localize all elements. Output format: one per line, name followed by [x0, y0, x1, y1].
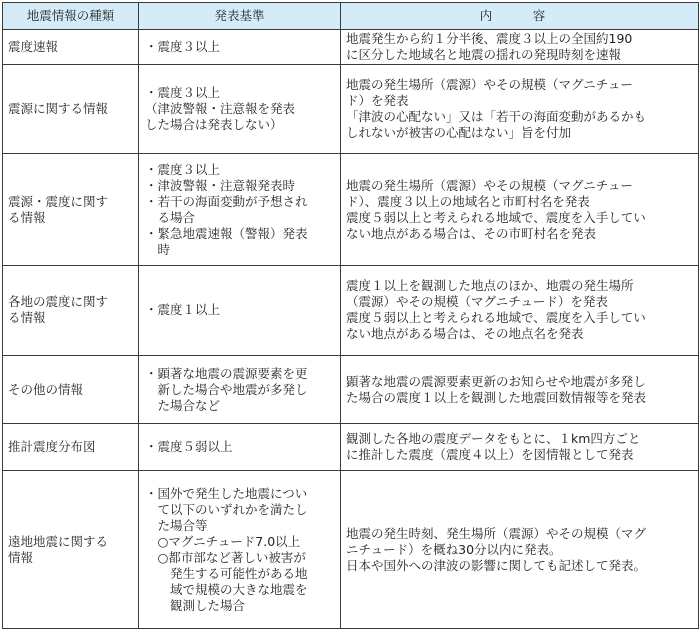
cell-kind-line: 推計震度分布図 — [8, 439, 96, 455]
cell-criteria-line: ・震度３以上 — [145, 85, 221, 101]
cell-criteria-line: た場合等 — [145, 517, 208, 533]
cell-criteria — [139, 65, 341, 154]
cell-criteria-line: ・震度３以上 — [145, 39, 221, 55]
cell-criteria-line: 域で規模の大きな地震を — [145, 581, 308, 597]
cell-kind-line: 情報 — [8, 549, 34, 565]
cell-criteria-line: ○マグニチュード7.0以上 — [145, 533, 301, 549]
cell-content — [341, 65, 699, 154]
cell-criteria — [139, 424, 341, 471]
cell-criteria-line: ・緊急地震速報（警報）発表 — [145, 225, 308, 241]
cell-content-line: ニチュード）を概ね30分以内に発表。 — [346, 541, 562, 557]
cell-criteria-line: 時 — [145, 241, 171, 257]
earthquake-info-table — [2, 2, 699, 629]
table-row — [3, 154, 699, 265]
cell-content-line: 日本や国外への津波の影響に関しても記述して発表。 — [346, 557, 647, 573]
cell-content-line: 観測した各地の震度データをもとに、１km四方ごと — [346, 431, 641, 447]
cell-kind — [3, 471, 139, 629]
cell-criteria-line: ・津波警報・注意報発表時 — [145, 177, 296, 193]
table-row — [3, 265, 699, 355]
table-header-row — [3, 3, 699, 30]
cell-kind-line: 震度速報 — [8, 39, 59, 55]
cell-criteria-line: ・震度１以上 — [145, 302, 221, 318]
cell-content — [341, 154, 699, 265]
cell-content-line: た場合の震度１以上を観測した地震回数情報等を発表 — [346, 389, 647, 405]
cell-criteria — [139, 30, 341, 65]
header-kind: 地震情報の種類 — [3, 3, 139, 30]
cell-content-line: しれないが被害の心配はない」旨を付加 — [346, 125, 572, 141]
cell-criteria-line: ・震度５弱以上 — [145, 439, 233, 455]
table-row — [3, 30, 699, 65]
cell-criteria-line: 新した場合や地震が多発し — [145, 381, 308, 397]
cell-kind-line: その他の情報 — [8, 381, 84, 397]
cell-criteria — [139, 154, 341, 265]
cell-content-line: （震源）やその規模（マグニチュード）を発表 — [346, 294, 608, 310]
cell-content-line: 「津波の心配ない」又は「若干の海面変動があるかも — [346, 109, 647, 125]
cell-criteria-line: 観測した場合 — [145, 597, 246, 613]
cell-kind-line: る情報 — [8, 310, 46, 326]
cell-kind-line: 震源・震度に関す — [8, 193, 109, 209]
cell-criteria — [139, 471, 341, 629]
cell-criteria — [139, 265, 341, 355]
cell-criteria-line: た場合など — [145, 397, 221, 413]
cell-content-line: 地震の発生場所（震源）やその規模（マグニチュー — [346, 177, 633, 193]
cell-content-line: 地震の発生場所（震源）やその規模（マグニチュー — [346, 77, 633, 93]
cell-kind — [3, 30, 139, 65]
cell-content-line: 震度１以上を観測した地点のほか、地震の発生場所 — [346, 278, 634, 294]
cell-kind — [3, 424, 139, 471]
cell-content — [341, 424, 699, 471]
cell-kind-line: 遠地地震に関する — [8, 533, 109, 549]
cell-content — [341, 471, 699, 629]
cell-content — [341, 355, 699, 424]
cell-kind-line: 震源に関する情報 — [8, 101, 109, 117]
cell-content-line: 地震の発生時刻、発生場所（震源）やその規模（マグ — [346, 525, 647, 541]
cell-content-line: 震度５弱以上と考えられる地域で、震度を入手してい — [346, 310, 646, 326]
cell-kind-line: 各地の震度に関す — [8, 294, 109, 310]
cell-criteria-line: ・顕著な地震の震源要素を更 — [145, 365, 308, 381]
cell-content-line: ない地点がある場合は、その地点名を発表 — [346, 326, 584, 342]
cell-criteria — [139, 355, 341, 424]
cell-content-line: に区分した地域名と地震の揺れの発現時刻を速報 — [346, 47, 622, 63]
cell-criteria-line: る場合 — [145, 209, 196, 225]
cell-content-line: 震度５弱以上と考えられる地域で、震度を入手してい — [346, 209, 646, 225]
cell-criteria-line: した場合は発表しない） — [145, 117, 283, 133]
cell-content-line: 地震発生から約１分半後、震度３以上の全国約190 — [346, 31, 633, 47]
cell-criteria-line: ・震度３以上 — [145, 161, 221, 177]
cell-kind-line: る情報 — [8, 209, 46, 225]
cell-criteria-line: （津波警報・注意報を発表 — [145, 101, 296, 117]
cell-content-line: に推計した震度（震度４以上）を図情報として発表 — [346, 447, 634, 463]
cell-content — [341, 265, 699, 355]
cell-kind — [3, 154, 139, 265]
cell-content-line: ない地点がある場合は、その市町村名を発表 — [346, 225, 597, 241]
cell-content-line: ド）を発表 — [346, 93, 409, 109]
cell-kind — [3, 355, 139, 424]
cell-content-line: 顕著な地震の震源要素更新のお知らせや地震が多発し — [346, 373, 646, 389]
cell-kind — [3, 65, 139, 154]
table-row — [3, 355, 699, 424]
table-row — [3, 424, 699, 471]
cell-criteria-line: て以下のいずれかを満たし — [145, 501, 308, 517]
table-row — [3, 65, 699, 154]
cell-kind — [3, 265, 139, 355]
table-row — [3, 471, 699, 629]
table-body — [3, 30, 699, 629]
header-content: 内 容 — [341, 3, 699, 30]
cell-criteria-line: ・国外で発生した地震につい — [145, 485, 308, 501]
cell-criteria-line: ○都市部など著しい被害が — [145, 549, 306, 565]
cell-criteria-line: 発生する可能性がある地 — [145, 565, 308, 581]
cell-content — [341, 30, 699, 65]
cell-criteria-line: ・若干の海面変動が予想され — [145, 193, 308, 209]
header-criteria: 発表基準 — [139, 3, 341, 30]
cell-content-line: ド）、震度３以上の地域名と市町村名を発表 — [346, 193, 590, 209]
